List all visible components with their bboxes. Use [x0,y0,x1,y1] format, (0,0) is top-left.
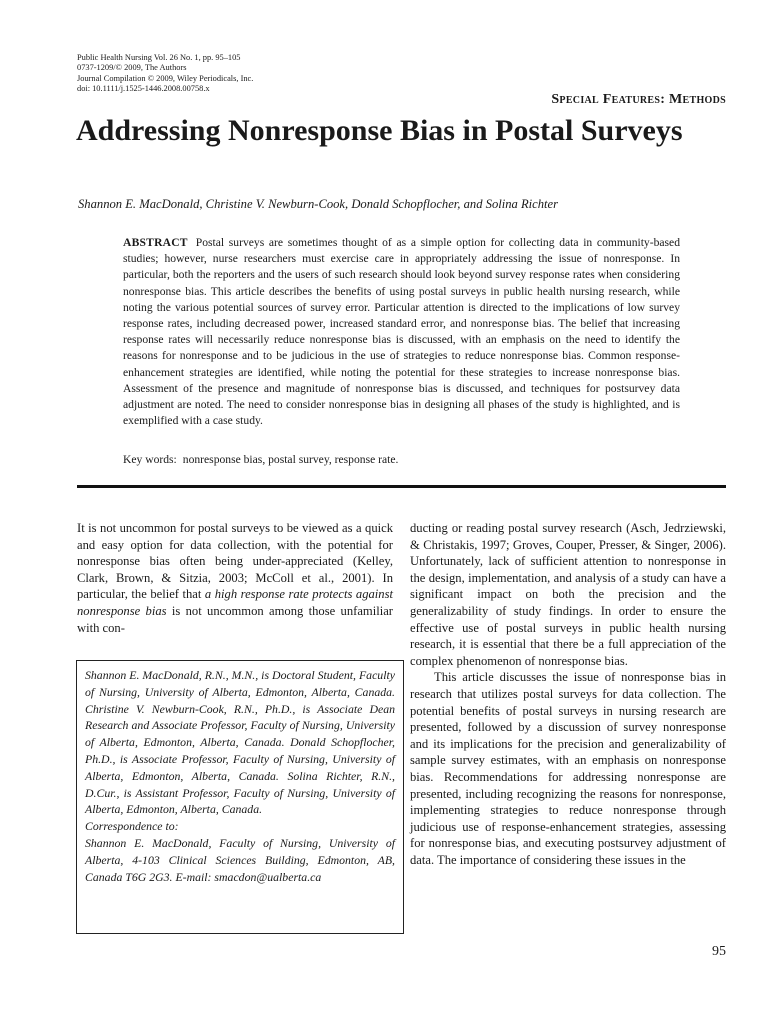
body-paragraph: This article discusses the issue of nonresponse bias in research that utilizes postal surveys for data collection. The potential benefits of postal surveys in nursing research are presented, followed by a discussion of survey nonresponse and its implications for the precision and generalizability of sample survey estimates, with an emphasis on nonresponse bias. Recommendations for addressing nonresponse are presented, including recognizing the reasons for nonresponse, implementing strategies to reduce nonresponse through judicious use of response-enhancement strategies, assessing for nonresponse bias, and executing postsurvey adjustment of data. The importance of considering these issues in the [410,670,726,867]
section-divider [77,485,726,488]
keywords-label: Key words: [123,453,177,466]
copyright-notice: 0737-1209/© 2009, The Authors [77,63,187,73]
body-paragraph: ducting or reading postal survey research (Asch, Jedrziewski, & Christakis, 1997; Groves, Couper, Presser, & Singer, 2006). Unfortunately, lack of sufficient attention to nonresponse in the design, implementation, and analysis of a study can have a significant impact on both the precision and the generalizability of study findings. In order to ensure the effective use of postal surveys in public health nursing research, it is essential that there be a full appreciation of the complex phenomenon of nonresponse bias. [410,521,726,668]
keywords-text: nonresponse bias, postal survey, response rate. [182,453,399,466]
author-list: Shannon E. MacDonald, Christine V. Newburn-Cook, Donald Schopflocher, and Solina Richter [78,197,559,211]
compilation-notice: Journal Compilation © 2009, Wiley Periodicals, Inc. [77,73,254,83]
body-column-left [77,520,393,636]
correspondence-address: Shannon E. MacDonald, Faculty of Nursing, University of Alberta, 4-103 Clinical Sciences Building, Edmonton, AB, Canada T6G 2G3. E-mail: smacdon@ualberta.ca [85,835,395,884]
journal-citation: Public Health Nursing Vol. 26 No. 1, pp. 95–105 [77,53,241,62]
journal-info [77,53,253,95]
abstract-heading: ABSTRACT [123,236,188,249]
section-label: Special Features: Methods [551,92,726,107]
body-paragraph: It is not uncommon for postal surveys to be viewed as a quick and easy option for data collection, with the potential for nonresponse bias often being under-appreciated (Kelley, Clark, Brown, & Sitzia, 2003; McColl et al., 2001). In particular, the belief that a high response rate protects against nonresponse bias is not uncommon among those unfamiliar with con- [77,521,393,635]
author-bios: Shannon E. MacDonald, R.N., M.N., is Doctoral Student, Faculty of Nursing, University of Alberta, Edmonton, Alberta, Canada. Christine V. Newburn-Cook, R.N., Ph.D., is Associate Dean Research and Associate Professor, Faculty of Nursing, University of Alberta, Edmonton, Alberta, Canada. Donald Schopflocher, Ph.D., is Associate Professor, Faculty of Nursing, University of Alberta, Edmonton, Alberta, Canada. Solina Richter, R.N., D.Cur., is Assistant Professor, Faculty of Nursing, University of Alberta, Edmonton, Alberta, Canada. [85,668,395,817]
article-title: Addressing Nonresponse Bias in Postal Surveys [76,114,683,147]
body-column-right [410,520,726,868]
emphasized-text: a high response rate protects against nonresponse bias [77,587,393,618]
author-info-box [76,660,404,934]
doi: doi: 10.1111/j.1525-1446.2008.00758.x [77,84,210,94]
abstract [123,235,680,429]
abstract-text: Postal surveys are sometimes thought of as a simple option for collecting data in community-based studies; however, nurse researchers must exercise care in appropriately addressing the issue of nonresponse. In particular, both the reporters and the users of such research should look beyond survey response rates when considering nonresponse bias. This article describes the benefits of using postal surveys in public health nursing research, while noting the various potential sources of survey error. Particular attention is directed to the implications of low survey response rates, including decreased power, increased standard error, and nonresponse bias. The belief that increasing response rates will necessarily reduce nonresponse bias is discussed, with an emphasis on the need to identify the reasons for nonresponse and to be judicious in the use of strategies to reduce nonresponse bias. Common response-enhancement strategies are identified, while noting the potential for these strategies to increase nonresponse bias. Assessment of the presence and magnitude of nonresponse bias is discussed, and techniques for postsurvey data adjustment are noted. The need to consider nonresponse bias in designing all phases of the study is highlighted, and is exemplified with a case study. [123,236,680,428]
correspondence-label: Correspondence to: [85,819,179,834]
keywords [123,453,398,466]
page-number: 95 [712,944,726,959]
